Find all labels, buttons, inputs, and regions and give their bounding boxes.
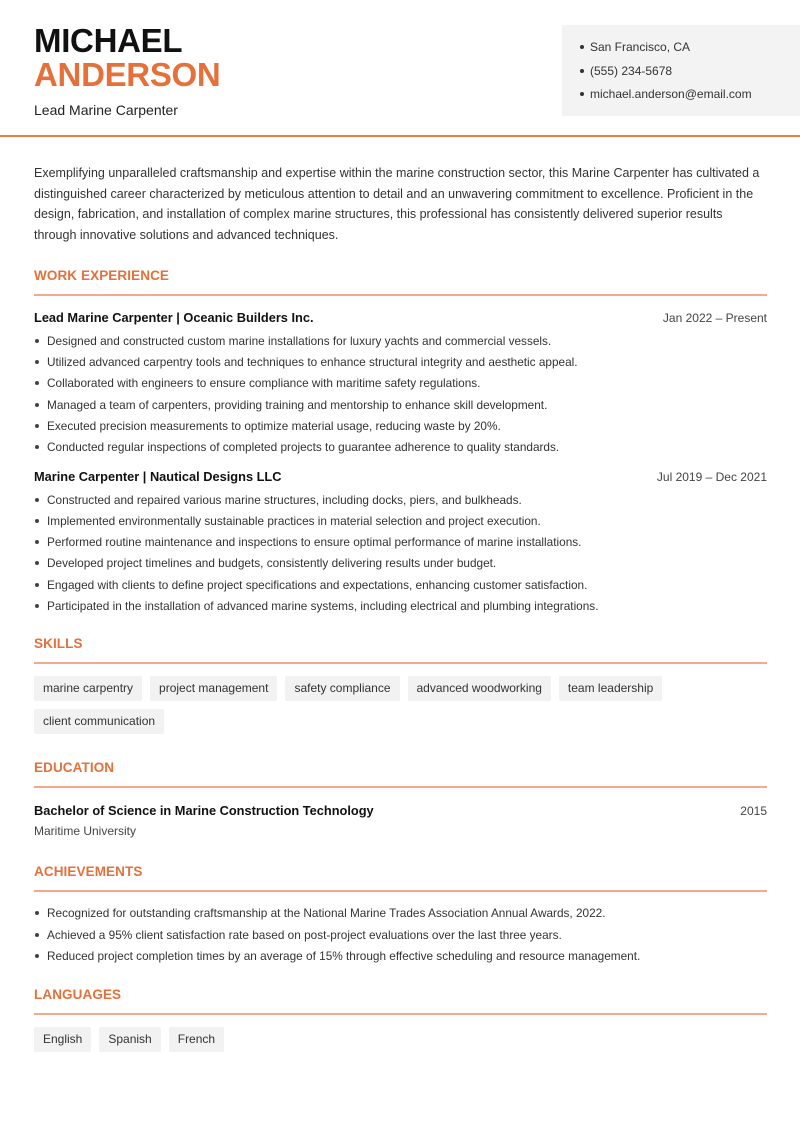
section-title: ACHIEVEMENTS	[34, 864, 143, 880]
job-role: Marine Carpenter | Nautical Designs LLC	[34, 468, 282, 484]
contact-email[interactable]: michael.anderson@email.com	[580, 86, 800, 110]
section-divider	[34, 1013, 767, 1015]
education-section	[34, 760, 767, 838]
resume-body	[34, 163, 767, 1052]
skill-chip: advanced woodworking	[408, 676, 551, 701]
language-chip: Spanish	[99, 1027, 160, 1052]
bullet-item: Collaborated with engineers to ensure compliance with maritime safety regulations.	[34, 375, 767, 396]
bullet-item: Executed precision measurements to optimize material usage, reducing waste by 20%.	[34, 418, 767, 439]
skill-chip: project management	[150, 676, 277, 701]
job-dates: Jul 2019 – Dec 2021	[656, 469, 767, 484]
contact-box	[562, 25, 800, 116]
bullet-item: Conducted regular inspections of completed projects to guarantee adherence to quality standards.	[34, 439, 767, 460]
bullet-item: Utilized advanced carpentry tools and techniques to enhance structural integrity and aesthetic appeal.	[34, 354, 767, 375]
job-entry	[34, 310, 767, 461]
section-divider	[34, 786, 767, 788]
achievement-item: Reduced project completion times by an average of 15% through effective scheduling and resource management.	[34, 948, 767, 969]
job-dates: Jan 2022 – Present	[662, 310, 767, 325]
skills-list	[34, 676, 767, 734]
job-bullets	[34, 492, 767, 620]
contact-phone: (555) 234-5678	[580, 63, 800, 87]
achievement-item: Achieved a 95% client satisfaction rate based on post-project evaluations over the last three years.	[34, 927, 767, 948]
contact-location: San Francisco, CA	[580, 39, 800, 63]
bullet-item: Engaged with clients to define project specifications and expectations, enhancing customer satisfaction.	[34, 577, 767, 598]
bullet-item: Constructed and repaired various marine structures, including docks, piers, and bulkheads.	[34, 492, 767, 513]
language-chip: English	[34, 1027, 91, 1052]
achievement-item: Recognized for outstanding craftsmanship at the National Marine Trades Association Annual Awards, 2022.	[34, 905, 767, 926]
bullet-item: Designed and constructed custom marine installations for luxury yachts and commercial vessels.	[34, 333, 767, 354]
education-degree: Bachelor of Science in Marine Construction Technology	[34, 803, 374, 819]
contact-list	[580, 39, 800, 110]
section-divider	[34, 294, 767, 296]
skill-chip: safety compliance	[285, 676, 399, 701]
bullet-item: Performed routine maintenance and inspections to ensure optimal performance of marine installations.	[34, 534, 767, 555]
languages-list	[34, 1027, 767, 1052]
bullet-item: Developed project timelines and budgets, consistently delivering results under budget.	[34, 555, 767, 576]
achievements-list	[34, 905, 767, 969]
education-year: 2015	[740, 804, 767, 819]
section-divider	[34, 890, 767, 892]
name-block	[34, 24, 220, 118]
section-title: WORK EXPERIENCE	[34, 267, 170, 283]
job-bullets	[34, 333, 767, 461]
section-divider	[34, 662, 767, 664]
resume-header	[0, 0, 800, 137]
skill-chip: client communication	[34, 709, 164, 734]
language-chip: French	[169, 1027, 224, 1052]
first-name: MICHAEL	[34, 22, 183, 59]
education-school: Maritime University	[34, 824, 137, 839]
achievements-section	[34, 864, 767, 969]
bullet-item: Implemented environmentally sustainable practices in material selection and project execution.	[34, 513, 767, 534]
job-role: Lead Marine Carpenter | Oceanic Builders Inc.	[34, 309, 314, 325]
job-entry	[34, 469, 767, 620]
section-title: SKILLS	[34, 636, 83, 652]
skill-chip: marine carpentry	[34, 676, 142, 701]
section-title: EDUCATION	[34, 760, 115, 776]
skills-section	[34, 636, 767, 734]
bullet-item: Managed a team of carpenters, providing training and mentorship to enhance skill development.	[34, 397, 767, 418]
summary: Exemplifying unparalleled craftsmanship and expertise within the marine construction sector, this Marine Carpenter has cultivated a distinguished career characterized by meticulous attention to detail and an unwavering commitment to excellence. Proficient in the design, fabrication, and installation of complex marine structures, this professional has consistently delivered superior results through innovative solutions and advanced techniques.	[34, 166, 760, 243]
section-title: LANGUAGES	[34, 987, 122, 1003]
work-experience-section	[34, 268, 767, 620]
job-title: Lead Marine Carpenter	[34, 102, 178, 118]
bullet-item: Participated in the installation of advanced marine systems, including electrical and plumbing integrations.	[34, 598, 767, 619]
skill-chip: team leadership	[559, 676, 662, 701]
languages-section	[34, 987, 767, 1052]
last-name: ANDERSON	[34, 56, 221, 93]
